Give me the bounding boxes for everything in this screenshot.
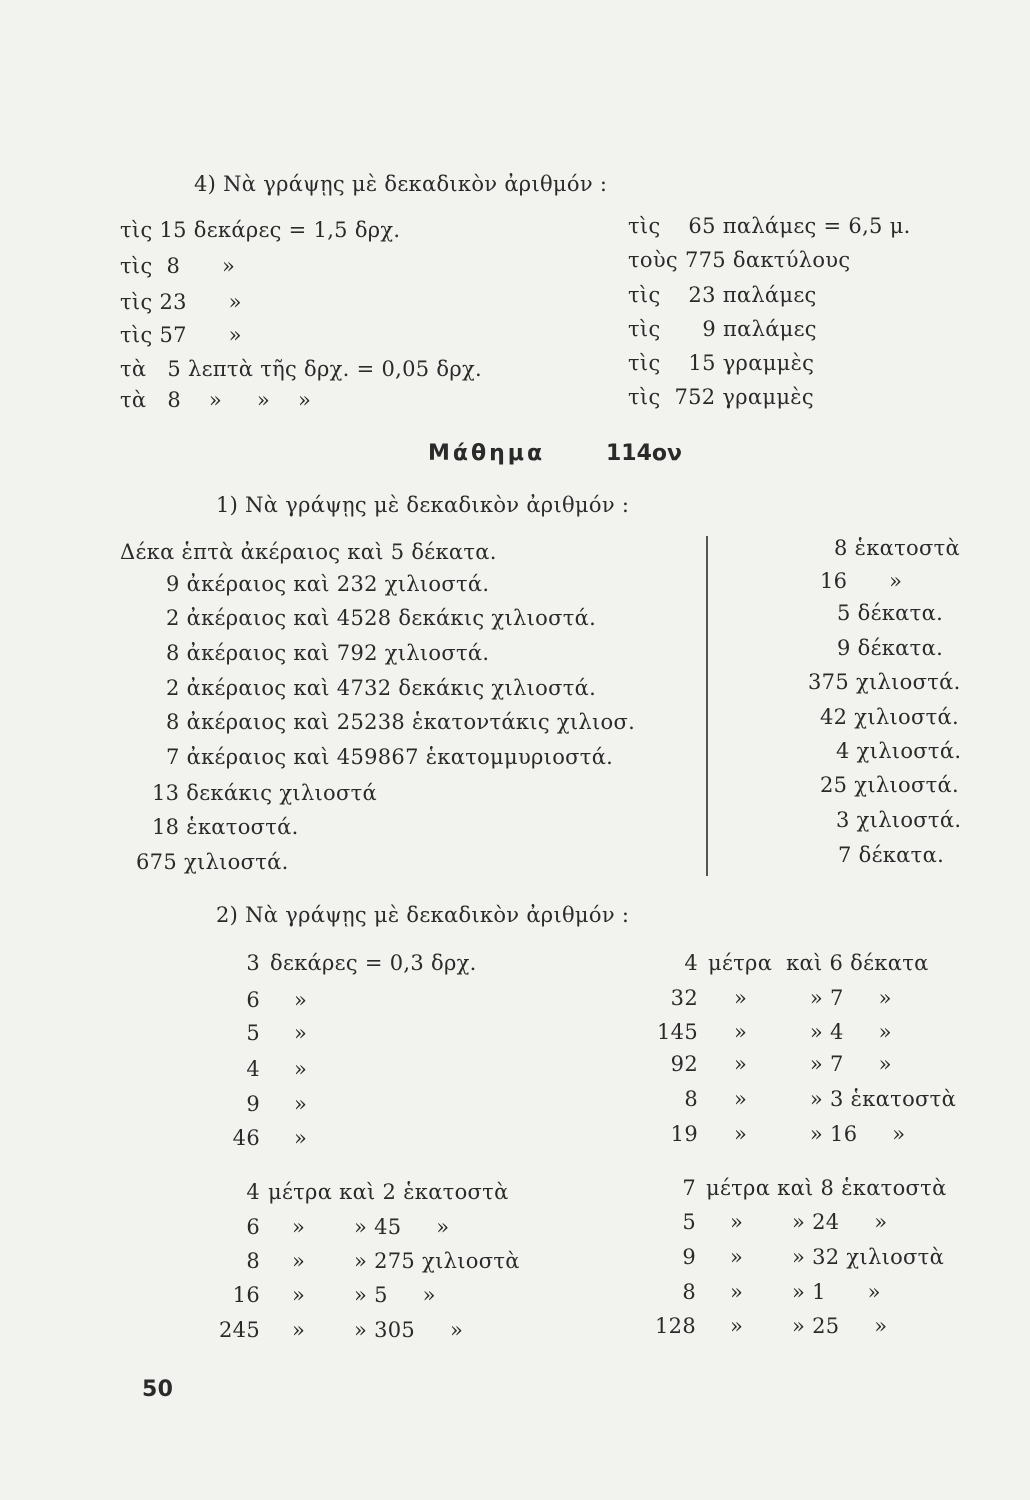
- section4-left-line: τὰ 8 » » »: [120, 388, 312, 412]
- section1-left-line: 13 δεκάκις χιλιοστά: [152, 781, 378, 805]
- section2-a-right-rest: μέτρα καὶ 6 δέκατα: [708, 951, 929, 975]
- section2-b-right-num: 9: [682, 1245, 696, 1269]
- section2-a-right-rest: » » 16 »: [734, 1122, 906, 1146]
- section2-b-left-num: 4: [246, 1180, 260, 1204]
- section1-prompt: 1) Νὰ γράψῃς μὲ δεκαδικὸν ἀριθμόν :: [216, 493, 630, 517]
- section4-prompt: 4) Νὰ γράψῃς μὲ δεκαδικὸν ἀριθμόν :: [194, 172, 608, 196]
- section2-b-left-rest: » » 305 »: [292, 1318, 464, 1342]
- section2-b-left-num: 8: [246, 1249, 260, 1273]
- section1-left-line: 9 ἀκέραιος καὶ 232 χιλιοστά.: [166, 572, 490, 596]
- section2-a-left-num: 3: [246, 951, 260, 975]
- section2-b-right-num: 8: [682, 1280, 696, 1304]
- section1-right-line: 7 δέκατα.: [838, 843, 945, 867]
- section2-a-right-num: 8: [684, 1087, 698, 1111]
- section1-right-line: 9 δέκατα.: [837, 636, 944, 660]
- section2-a-left-rest: »: [294, 1126, 308, 1150]
- section2-a-left-num: 5: [246, 1021, 260, 1045]
- section2-a-right-rest: » » 3 ἑκατοστὰ: [734, 1087, 957, 1111]
- section2-a-left-rest: »: [294, 1057, 308, 1081]
- section4-right-line: τοὺς 775 δακτύλους: [628, 248, 851, 272]
- section1-left-line: 675 χιλιοστά.: [136, 850, 289, 874]
- section2-b-left-num: 6: [246, 1215, 260, 1239]
- section2-a-right-num: 4: [684, 951, 698, 975]
- section1-left-line: 8 ἀκέραιος καὶ 25238 ἑκατοντάκις χιλιοσ.: [166, 710, 636, 734]
- section2-a-right-num: 145: [657, 1020, 698, 1044]
- section2-a-left-rest: δεκάρες = 0,3 δρχ.: [270, 951, 477, 975]
- section2-b-left-rest: » » 5 »: [292, 1283, 436, 1307]
- section4-left-line: τὶς 8 »: [120, 254, 236, 278]
- section2-a-left-rest: »: [294, 1021, 308, 1045]
- page-number: 50: [142, 1377, 174, 1402]
- section2-b-left-rest: » » 275 χιλιοστὰ: [292, 1249, 520, 1273]
- lesson-number: 114ον: [606, 441, 683, 466]
- section4-right-line: τὶς 23 παλάμες: [628, 283, 817, 307]
- lesson-title: Μάθημα: [428, 441, 546, 466]
- section2-b-left-num: 245: [219, 1318, 260, 1342]
- section1-left-line: 8 ἀκέραιος καὶ 792 χιλιοστά.: [166, 641, 490, 665]
- section1-right-line: 3 χιλιοστά.: [836, 808, 962, 832]
- section1-right-line: 25 χιλιοστά.: [820, 773, 959, 797]
- section2-b-right-rest: » » 24 »: [730, 1210, 888, 1234]
- section4-right-line: τὶς 9 παλάμες: [628, 317, 817, 341]
- section2-b-left-num: 16: [232, 1283, 260, 1307]
- section1-left-line: 2 ἀκέραιος καὶ 4528 δεκάκις χιλιοστά.: [166, 606, 597, 630]
- section2-b-left-rest: μέτρα καὶ 2 ἑκατοστὰ: [268, 1180, 509, 1204]
- section1-right-line: 8 ἑκατοστὰ: [834, 536, 961, 560]
- section1-left-line: 2 ἀκέραιος καὶ 4732 δεκάκις χιλιοστά.: [166, 676, 597, 700]
- section4-right-line: τὶς 15 γραμμὲς: [628, 351, 815, 375]
- section2-a-right-rest: » » 7 »: [734, 986, 892, 1010]
- section4-right-line: τὶς 65 παλάμες = 6,5 μ.: [628, 214, 911, 238]
- section4-left-line: τὰ 5 λεπτὰ τῆς δρχ. = 0,05 δρχ.: [120, 357, 483, 381]
- section1-left-line: 18 ἑκατοστά.: [152, 815, 299, 839]
- section4-left-line: τὶς 57 »: [120, 323, 242, 347]
- section1-left-line: 7 ἀκέραιος καὶ 459867 ἑκατομμυριοστά.: [166, 745, 614, 769]
- section2-a-right-num: 19: [670, 1122, 698, 1146]
- section2-a-left-rest: »: [294, 988, 308, 1012]
- section2-b-right-rest: » » 1 »: [730, 1280, 881, 1304]
- section2-a-right-rest: » » 7 »: [734, 1052, 892, 1076]
- section1-right-line: 4 χιλιοστά.: [836, 739, 962, 763]
- section2-b-right-num: 7: [682, 1176, 696, 1200]
- section1-left-line: Δέκα ἑπτὰ ἀκέραιος καὶ 5 δέκατα.: [120, 540, 497, 564]
- section2-b-right-rest: » » 25 »: [730, 1314, 888, 1338]
- section2-a-left-rest: »: [294, 1092, 308, 1116]
- section1-right-line: 5 δέκατα.: [837, 601, 944, 625]
- section4-right-line: τὶς 752 γραμμὲς: [628, 385, 814, 409]
- section2-b-right-num: 128: [655, 1314, 696, 1338]
- section2-a-left-num: 4: [246, 1057, 260, 1081]
- section2-b-left-rest: » » 45 »: [292, 1215, 450, 1239]
- column-divider: [706, 536, 708, 876]
- section2-b-right-rest: μέτρα καὶ 8 ἑκατοστὰ: [706, 1176, 947, 1200]
- section4-left-line: τὶς 15 δεκάρες = 1,5 δρχ.: [120, 218, 401, 242]
- section2-b-right-rest: » » 32 χιλιοστὰ: [730, 1245, 945, 1269]
- section4-left-line: τὶς 23 »: [120, 290, 242, 314]
- section1-right-line: 42 χιλιοστά.: [820, 705, 959, 729]
- section1-right-line: 375 χιλιοστά.: [808, 670, 961, 694]
- section2-a-left-num: 9: [246, 1092, 260, 1116]
- section2-prompt: 2) Νὰ γράψῃς μὲ δεκαδικὸν ἀριθμόν :: [216, 903, 630, 927]
- section2-a-right-num: 32: [670, 986, 698, 1010]
- section2-a-right-rest: » » 4 »: [734, 1020, 892, 1044]
- section2-a-left-num: 46: [232, 1126, 260, 1150]
- section1-right-line: 16 »: [820, 569, 903, 593]
- section2-a-left-num: 6: [246, 988, 260, 1012]
- section2-a-right-num: 92: [670, 1052, 698, 1076]
- section2-b-right-num: 5: [682, 1210, 696, 1234]
